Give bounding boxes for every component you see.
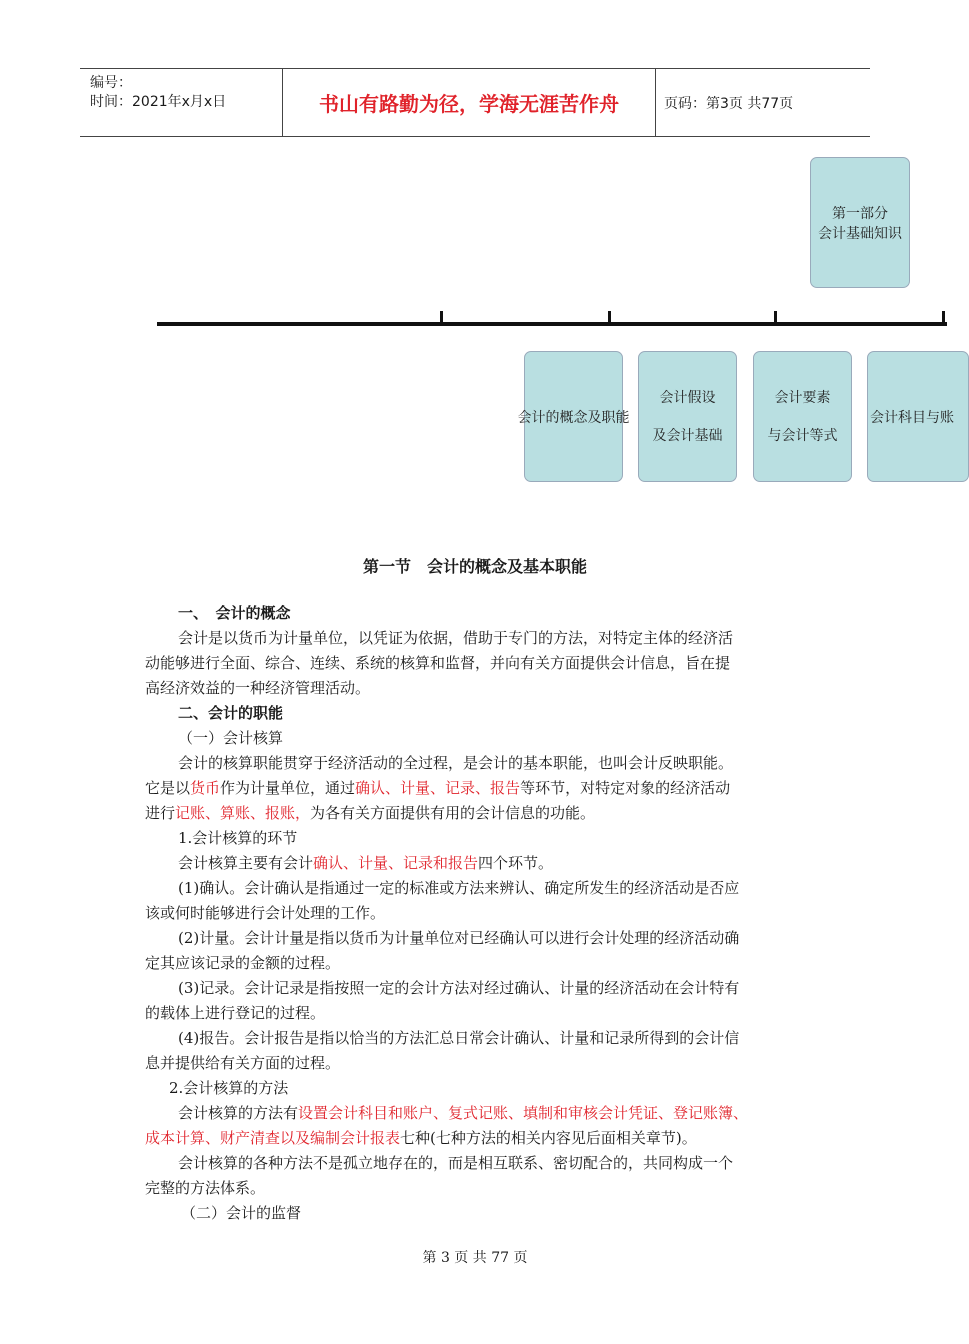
box-line: 及会计基础 bbox=[652, 427, 723, 444]
header-page-info: 页码：第3页 共77页 bbox=[664, 96, 794, 112]
list-item-line: (3)记录。会计记录是指按照一定的会计方法对经过确认、计量的经济活动在会计特有 bbox=[178, 979, 740, 997]
box-line: 会计的概念及职能 bbox=[517, 409, 630, 426]
paragraph-line bbox=[145, 1126, 825, 1151]
header-number: 编号： bbox=[90, 75, 132, 91]
paragraph-line: 高经济效益的一种经济管理活动。 bbox=[145, 679, 371, 697]
axis-tick bbox=[942, 311, 945, 325]
page-footer: 第 3 页 共 77 页 bbox=[422, 1250, 528, 1266]
paragraph-line bbox=[145, 801, 825, 826]
paragraph-line bbox=[145, 1101, 825, 1126]
text-run: 七种(七种方法的相关内容见后面相关章节)。 bbox=[400, 1129, 697, 1147]
list-item-line: (2)计量。会计计量是指以货币为计量单位对已经确认可以进行会计处理的经济活动确 bbox=[178, 929, 740, 947]
paragraph-line: 完整的方法体系。 bbox=[145, 1179, 266, 1197]
highlight-text: 记账、算账、报账， bbox=[175, 804, 311, 822]
text-run: 进行 bbox=[145, 804, 176, 822]
box-line: 会计要素 bbox=[774, 389, 831, 406]
header-motto: 书山有路勤为径，学海无涯苦作舟 bbox=[283, 69, 656, 136]
subheading-supervision: （二）会计的监督 bbox=[181, 1204, 302, 1222]
section-title: 第一节 会计的概念及基本职能 bbox=[362, 557, 587, 576]
paragraph-line: 会计核算的各种方法不是孤立地存在的，而是相互联系、密切配合的，共同构成一个 bbox=[178, 1154, 734, 1172]
heading-concept: 一、 会计的概念 bbox=[178, 604, 291, 622]
list-item-line: 定其应该记录的金额的过程。 bbox=[145, 954, 341, 972]
text-run: 四个环节。 bbox=[478, 854, 554, 872]
header-meta bbox=[80, 69, 283, 136]
text-run: 为各有关方面提供有用的会计信息的功能。 bbox=[310, 804, 596, 822]
subheading-accounting: （一）会计核算 bbox=[178, 729, 284, 747]
axis-tick bbox=[774, 311, 777, 325]
box-line: 与会计等式 bbox=[767, 427, 838, 444]
subheading-steps: 1.会计核算的环节 bbox=[178, 829, 298, 847]
root-box-line: 会计基础知识 bbox=[818, 225, 902, 242]
paragraph-line bbox=[145, 776, 825, 801]
highlight-text: 货币 bbox=[190, 779, 221, 797]
root-box-line: 第一部分 bbox=[832, 205, 888, 222]
list-item-line: 息并提供给有关方面的过程。 bbox=[145, 1054, 341, 1072]
diagram-root-box bbox=[810, 157, 910, 288]
text-run: 等环节，对特定对象的经济活动 bbox=[520, 779, 731, 797]
paragraph-line: 会计是以货币为计量单位，以凭证为依据，借助于专门的方法，对特定主体的经济活 bbox=[178, 629, 734, 647]
paragraph-line: 会计的核算职能贯穿于经济活动的全过程，是会计的基本职能，也叫会计反映职能。 bbox=[178, 754, 734, 772]
text-run: 会计核算主要有会计 bbox=[178, 854, 314, 872]
text-run: 它是以 bbox=[145, 779, 191, 797]
list-item-line: (4)报告。会计报告是指以恰当的方法汇总日常会计确认、计量和记录所得到的会计信 bbox=[178, 1029, 740, 1047]
page-header bbox=[80, 68, 870, 137]
text-run: 会计核算的方法有 bbox=[178, 1104, 299, 1122]
axis-tick bbox=[608, 311, 611, 325]
highlight-text: 确认、计量、记录和报告 bbox=[313, 854, 479, 872]
highlight-text: 成本计算、财产清查以及编制会计报表 bbox=[145, 1129, 401, 1147]
list-item-line: (1)确认。会计确认是指通过一定的标准或方法来辨认、确定所发生的经济活动是否应 bbox=[178, 879, 740, 897]
subheading-methods: 2.会计核算的方法 bbox=[169, 1079, 289, 1097]
list-item-line: 该或何时能够进行会计处理的工作。 bbox=[145, 904, 386, 922]
paragraph-line: 动能够进行全面、综合、连续、系统的核算和监督，并向有关方面提供会计信息，旨在提 bbox=[145, 654, 731, 672]
box-line: 会计科目与账 bbox=[870, 409, 954, 426]
diagram-axis-line bbox=[157, 322, 947, 326]
text-run: 作为计量单位，通过 bbox=[220, 779, 356, 797]
diagram-box-concept bbox=[517, 351, 630, 482]
axis-tick bbox=[440, 311, 443, 325]
highlight-text: 设置会计科目和账户、复式记账、填制和审核会计凭证、登记账簿、 bbox=[298, 1104, 749, 1122]
heading-functions: 二、会计的职能 bbox=[178, 704, 284, 722]
list-item-line: 的载体上进行登记的过程。 bbox=[145, 1004, 326, 1022]
diagram-box-assumption bbox=[638, 351, 737, 482]
section-body bbox=[145, 601, 825, 1226]
diagram-box-accounts bbox=[867, 351, 969, 482]
box-line: 会计假设 bbox=[659, 389, 716, 406]
header-time: 时间：2021年x月x日 bbox=[90, 94, 227, 110]
paragraph-line bbox=[145, 851, 825, 876]
diagram-box-elements bbox=[753, 351, 852, 482]
highlight-text: 确认、计量、记录、报告 bbox=[355, 779, 521, 797]
